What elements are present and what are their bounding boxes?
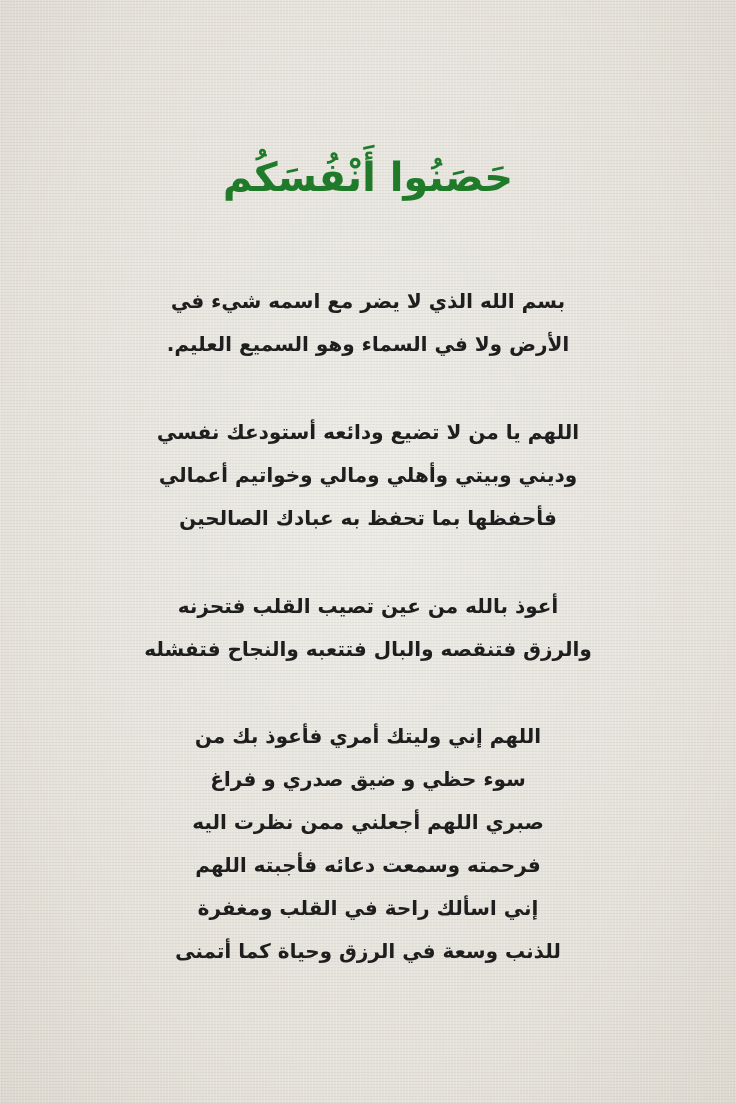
text-line: فرحمته وسمعت دعائه فأجبته اللهم <box>195 853 541 877</box>
text-line: الأرض ولا في السماء وهو السميع العليم. <box>166 332 570 356</box>
paragraph-basmala-protection <box>120 280 616 366</box>
text-line: إني اسألك راحة في القلب ومغفرة <box>197 896 539 920</box>
paragraph-entrusting-prayer <box>120 411 616 540</box>
text-line: اللهم يا من لا تضيع ودائعه أستودعك نفسي <box>156 420 580 444</box>
text-line: فأحفظها بما تحفظ به عبادك الصالحين <box>179 506 557 530</box>
text-line: بسم الله الذي لا يضر مع اسمه شيء في <box>170 289 566 313</box>
text-line: صبري اللهم أجعلني ممن نظرت اليه <box>192 810 544 834</box>
text-line: اللهم إني وليتك أمري فأعوذ بك من <box>194 724 542 748</box>
paragraph-evil-eye-refuge <box>120 585 616 671</box>
text-line: للذنب وسعة في الرزق وحياة كما أتمنى <box>175 939 561 963</box>
text-line: وديني وبيتي وأهلي ومالي وخواتيم أعمالي <box>158 463 578 487</box>
text-line: أعوذ بالله من عين تصيب القلب فتحزنه <box>177 594 559 618</box>
page-title: حَصَنُوا أَنْفُسَكُم <box>222 155 514 201</box>
text-line: سوء حظي و ضيق صدري و فراغ <box>210 767 526 791</box>
text-line: والرزق فتنقصه والبال فتتعبه والنجاح فتفشله <box>144 637 592 661</box>
paragraph-supplication <box>120 715 616 973</box>
